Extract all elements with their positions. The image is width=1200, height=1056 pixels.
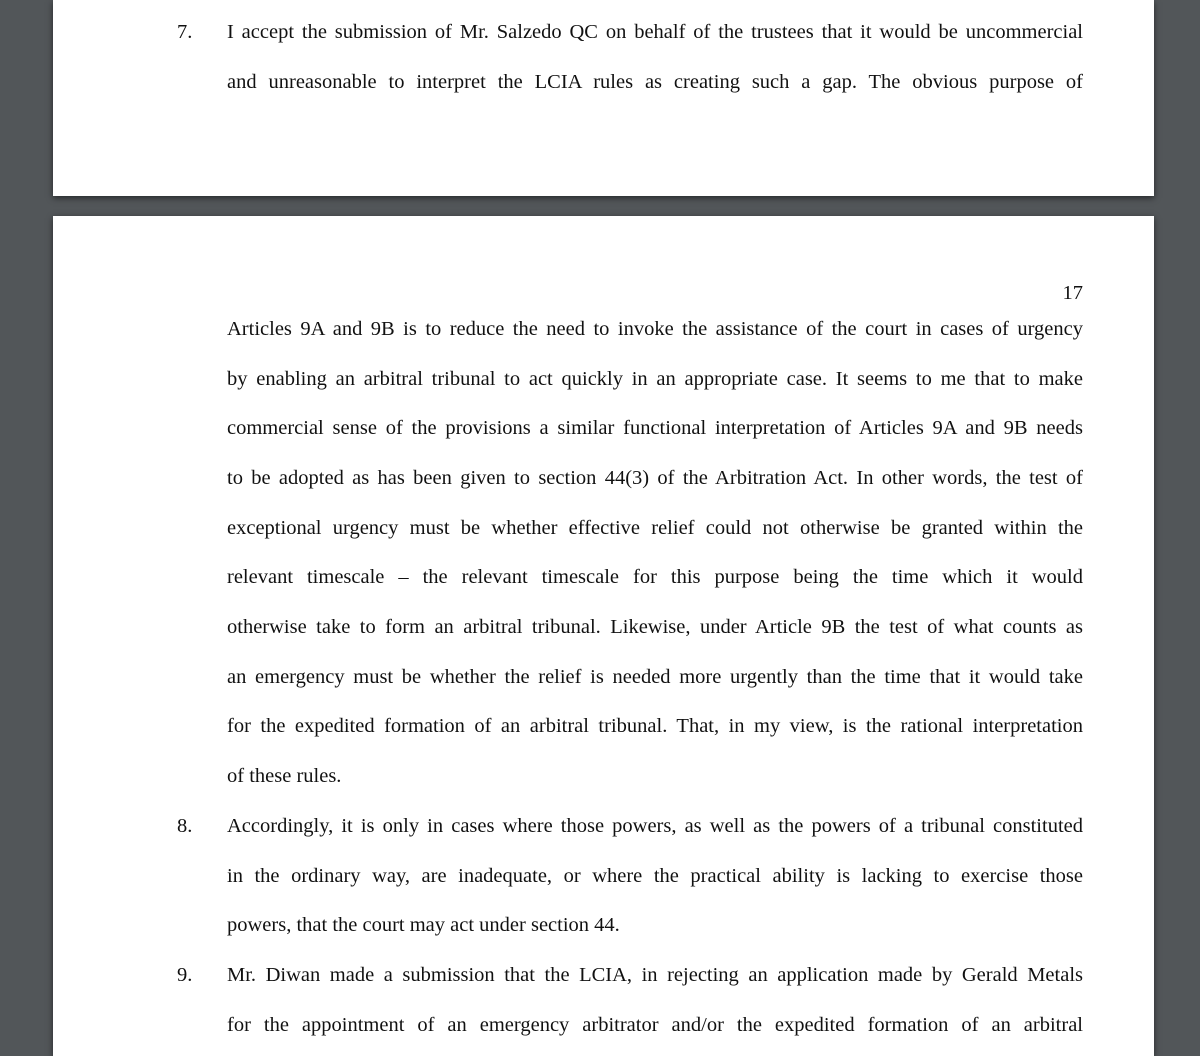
- document-page-bottom: [53, 216, 1154, 1056]
- continuation-line-9: for the expedited formation of an arbitral tribunal. That, in my view, is the rational interpretation: [227, 715, 1083, 737]
- continuation-line-4: to be adopted as has been given to section 44(3) of the Arbitration Act. In other words, the test of: [227, 467, 1083, 489]
- continuation-line-10: of these rules.: [227, 765, 342, 787]
- paragraph-8-line-3: powers, that the court may act under section 44.: [227, 914, 620, 936]
- document-page-top: [53, 0, 1154, 196]
- continuation-line-1: Articles 9A and 9B is to reduce the need to invoke the assistance of the court in cases of urgency: [227, 318, 1083, 340]
- paragraph-number-8: 8.: [177, 815, 193, 837]
- continuation-line-5: exceptional urgency must be whether effective relief could not otherwise be granted within the: [227, 517, 1083, 539]
- paragraph-7-line-1: I accept the submission of Mr. Salzedo QC on behalf of the trustees that it would be uncommercial: [227, 21, 1083, 43]
- continuation-line-2: by enabling an arbitral tribunal to act quickly in an appropriate case. It seems to me that to make: [227, 368, 1083, 390]
- continuation-line-8: an emergency must be whether the relief is needed more urgently than the time that it would take: [227, 666, 1083, 688]
- paragraph-number-9: 9.: [177, 964, 193, 986]
- paragraph-number-7: 7.: [177, 21, 193, 43]
- paragraph-8-line-2: in the ordinary way, are inadequate, or where the practical ability is lacking to exercise those: [227, 865, 1083, 887]
- continuation-line-6: relevant timescale – the relevant timescale for this purpose being the time which it would: [227, 566, 1083, 588]
- page-number: 17: [1062, 282, 1083, 304]
- paragraph-8-line-1: Accordingly, it is only in cases where those powers, as well as the powers of a tribunal constituted: [227, 815, 1083, 837]
- paragraph-7-line-2: and unreasonable to interpret the LCIA rules as creating such a gap. The obvious purpose of: [227, 71, 1083, 93]
- paragraph-9-line-2: for the appointment of an emergency arbitrator and/or the expedited formation of an arbitral: [227, 1014, 1083, 1036]
- continuation-line-3: commercial sense of the provisions a similar functional interpretation of Articles 9A and 9B needs: [227, 417, 1083, 439]
- paragraph-9-line-1: Mr. Diwan made a submission that the LCIA, in rejecting an application made by Gerald Metals: [227, 964, 1083, 986]
- continuation-line-7: otherwise take to form an arbitral tribunal. Likewise, under Article 9B the test of what counts as: [227, 616, 1083, 638]
